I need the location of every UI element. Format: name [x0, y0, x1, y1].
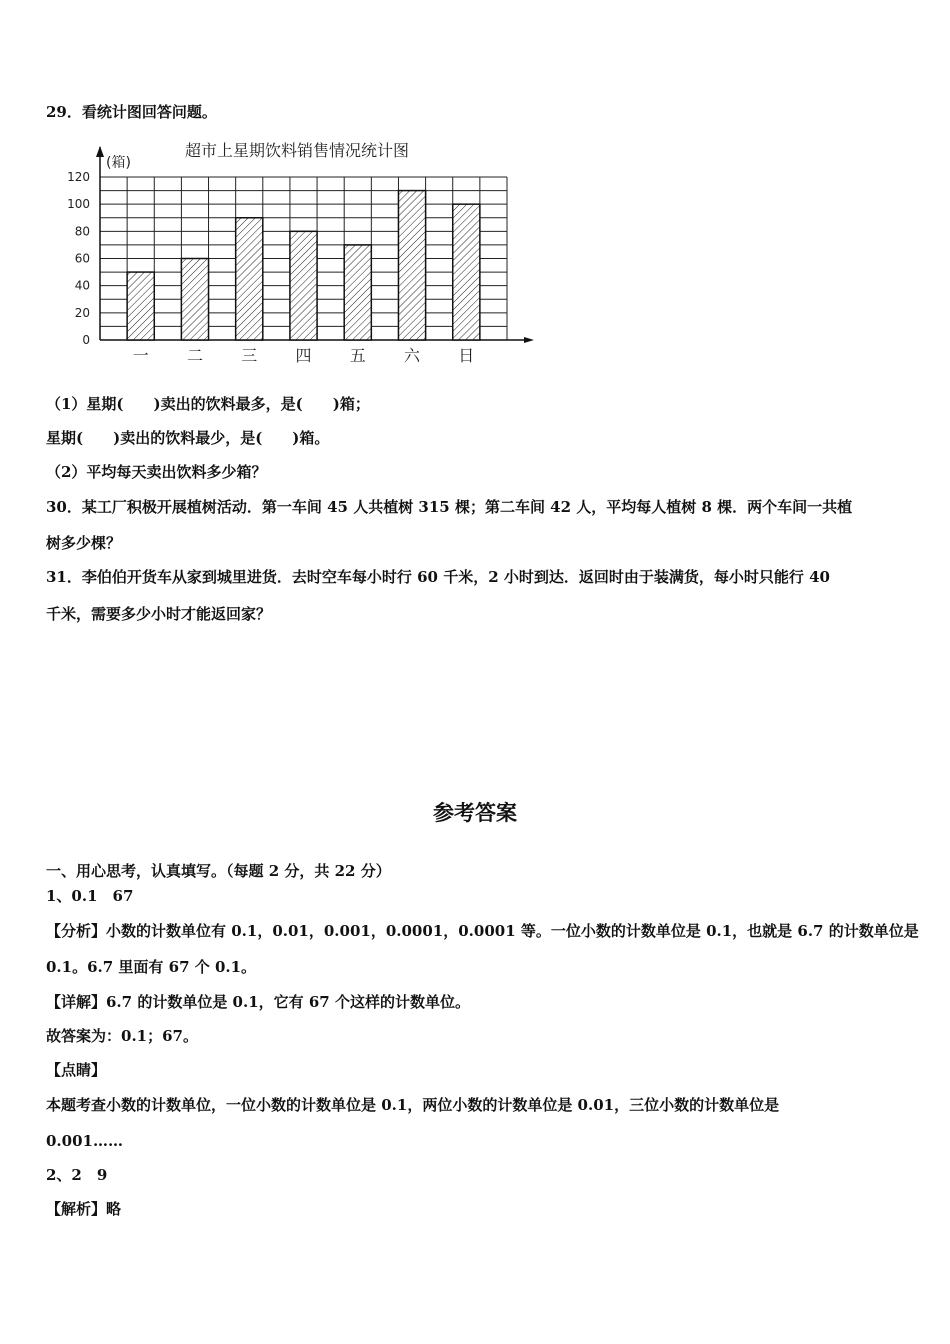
- bar-chart: [62, 135, 542, 370]
- y-tick-label: 120: [67, 170, 90, 184]
- q29-sub1a: （1）星期( )卖出的饮料最多，是( )箱；: [46, 395, 370, 413]
- bar: [236, 218, 263, 340]
- q31-line2: 千米，需要多少小时才能返回家？: [46, 605, 272, 623]
- answer-1-point-line2: 0.001……: [46, 1132, 123, 1150]
- x-tick-label: 二: [186, 346, 203, 365]
- x-tick-label: 五: [349, 346, 366, 365]
- bar: [398, 191, 425, 340]
- answer-1-point-label: 【点睛】: [46, 1061, 107, 1079]
- y-tick-label: 40: [74, 278, 90, 293]
- bar: [290, 231, 317, 340]
- chart-title: 超市上星期饮料销售情况统计图: [185, 141, 410, 160]
- answer-1-detail: 【详解】6.7 的计数单位是 0.1，它有 67 个这样的计数单位。: [46, 993, 470, 1011]
- x-tick-label: 三: [241, 346, 258, 365]
- answer-1-point-line1: 本题考查小数的计数单位，一位小数的计数单位是 0.1，两位小数的计数单位是 0.01，三位小数的计数单位是: [46, 1096, 780, 1114]
- answer-1-final: 故答案为：0.1；67。: [46, 1027, 198, 1045]
- x-tick-label: 一: [132, 346, 149, 365]
- answer-1-analysis-line1: 【分析】小数的计数单位有 0.1，0.01，0.001，0.0001，0.0001 等。一位小数的计数单位是 0.1，也就是 6.7 的计数单位是: [46, 922, 919, 940]
- y-tick-label: 60: [74, 251, 90, 266]
- q30-line2: 树多少棵？: [46, 534, 122, 552]
- bar: [344, 245, 371, 340]
- q29-sub2: （2）平均每天卖出饮料多少箱？: [46, 463, 267, 481]
- y-axis-label: (箱): [106, 155, 131, 171]
- x-tick-label: 四: [295, 346, 312, 365]
- answers-heading: 参考答案: [433, 801, 517, 825]
- bar: [127, 272, 154, 340]
- answer-1-title: 1、0.1 67: [46, 887, 134, 905]
- answer-2-title: 2、2 9: [46, 1166, 108, 1184]
- answer-2-analysis: 【解析】略: [46, 1200, 122, 1218]
- q29-sub1b: 星期( )卖出的饮料最少，是( )箱。: [46, 429, 330, 447]
- y-tick-label: 0: [82, 333, 90, 347]
- x-axis-arrow: [524, 337, 534, 343]
- section-title: 一、用心思考，认真填写。（每题 2 分，共 22 分）: [46, 862, 391, 880]
- y-tick-label: 20: [74, 305, 90, 320]
- q30-line1: 30．某工厂积极开展植树活动．第一车间 45 人共植树 315 棵；第二车间 42 人，平均每人植树 8 棵．两个车间一共植: [46, 498, 853, 516]
- q31-line1: 31．李伯伯开货车从家到城里进货．去时空车每小时行 60 千米，2 小时到达．返回时由于装满货，每小时只能行 40: [46, 568, 830, 586]
- x-tick-label: 六: [404, 346, 421, 365]
- answer-1-analysis-line2: 0.1。6.7 里面有 67 个 0.1。: [46, 958, 257, 976]
- bar: [181, 259, 208, 341]
- bar: [453, 204, 480, 340]
- y-tick-label: 100: [67, 197, 90, 212]
- q29-title: 29．看统计图回答问题。: [46, 103, 217, 121]
- y-tick-label: 80: [74, 224, 90, 239]
- y-axis-arrow: [96, 146, 104, 157]
- x-tick-label: 日: [458, 346, 475, 365]
